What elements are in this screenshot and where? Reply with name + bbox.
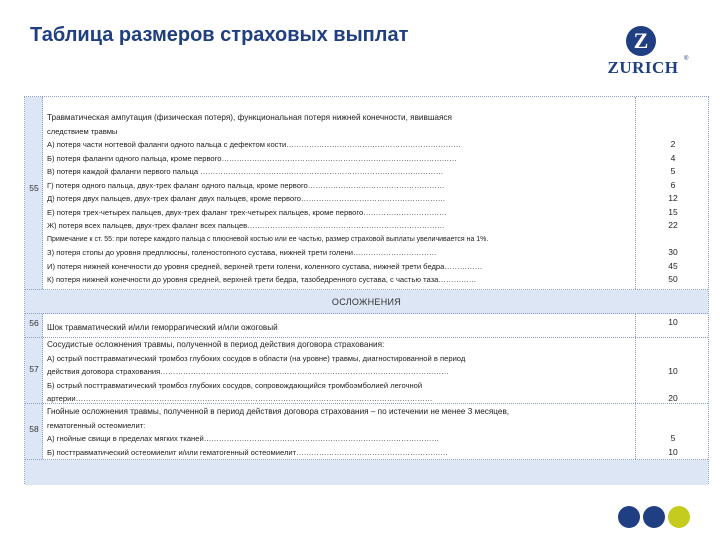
row-57-text: [47, 338, 632, 406]
brand-dots: [618, 506, 694, 530]
row-line: Б) потеря фаланги одного пальца, кроме первого…………………………………………………………………………………: [47, 153, 457, 163]
row-value: [637, 405, 709, 419]
row-line: И) потеря нижней конечности до уровня средней, верхней трети голени, коленного сустава, нижней трети бедра……………: [47, 261, 483, 271]
row-value: 4: [670, 152, 676, 163]
row-value: [637, 352, 709, 366]
row-value: 5: [670, 166, 676, 176]
row-line: Травматическая ампутация (физическая потеря), функциональная потеря нижней конечности, явившаяся: [47, 113, 452, 122]
row-line: следствием травмы: [47, 126, 118, 136]
row-58-text: [47, 405, 632, 459]
row-value: 2: [670, 139, 676, 149]
row-value: [637, 419, 709, 433]
row-line: А) гнойные свищи в пределах мягких тканей…………………………………………………………………………………: [47, 434, 440, 443]
zurich-mark-icon: Z: [626, 26, 656, 56]
row-value: 10: [668, 366, 678, 376]
row-value: 30: [668, 247, 678, 257]
row-line: артерии……………………………………………………………………………………………………………………………: [47, 394, 433, 403]
row-56-text: [47, 321, 632, 335]
row-line: Е) потеря трех-четырех пальцев, двух-трех фаланг трех-четырех пальцев, кроме первого……………………………: [47, 207, 447, 217]
row-line: Сосудистые осложнения травмы, полученной в период действия договора страхования:: [47, 340, 385, 349]
row-line: Б) острый посттравматический тромбоз глубоких сосудов, сопровождающийся тромбоэмболией легочной: [47, 380, 423, 390]
row-number: 58: [29, 424, 39, 434]
row-line: З) потеря стопы до уровня предплюсны, голеностопного сустава, нижней трети голени……………………………: [47, 248, 437, 257]
row-57-values: [637, 338, 709, 406]
row-number: 57: [29, 364, 39, 374]
row-line: В) потеря каждой фаланги первого пальца ……………………………………………………………………………………: [47, 167, 444, 176]
row-line: К) потеря нижней конечности до уровня средней, верхней трети бедра, тазобедренного сустава, с частью таза……………: [47, 275, 477, 284]
row-value: 12: [668, 193, 678, 203]
row-58: [25, 404, 708, 460]
row-line: Гнойные осложнения травмы, полученной в период действия договора страхования – по истечении не менее 3 месяцев,: [47, 407, 510, 416]
row-number: 55: [29, 183, 39, 193]
row-value: 10: [668, 317, 678, 327]
row-55: [25, 97, 708, 290]
row-line: А) потеря части ногтевой фаланги одного пальца с дефектом кости……………………………………………………………: [47, 140, 461, 149]
row-value: 50: [668, 274, 678, 284]
row-value: 45: [668, 260, 678, 271]
registered-mark: ®: [684, 56, 689, 62]
row-55-text: [47, 111, 632, 287]
zurich-logo: [600, 26, 692, 82]
page-title: Таблица размеров страховых выплат: [30, 24, 409, 46]
row-55-values: [637, 111, 709, 287]
empty-footer-row: [25, 460, 708, 485]
zurich-wordmark: ZURICH: [607, 58, 679, 77]
row-value: [637, 111, 709, 125]
row-line: гематогенный остеомиелит:: [47, 420, 146, 430]
payout-table: [24, 96, 709, 484]
row-57: [25, 338, 708, 404]
row-number: 56: [29, 318, 39, 328]
row-line: Г) потеря одного пальца, двух-трех фаланг одного пальца, кроме первого………………………………………………: [47, 180, 445, 190]
row-56-values: [637, 316, 709, 330]
row-line: действия договора страхования……………………………………………………………………………………………………: [47, 367, 449, 376]
green-dot-icon: [668, 506, 690, 528]
row-value: 10: [668, 446, 678, 457]
row-line: Ж) потеря всех пальцев, двух-трех фаланг всех пальцев……………………………………………………………………: [47, 221, 445, 230]
blue-dot-icon: [618, 506, 640, 528]
row-line: Д) потеря двух пальцев, двух-трех фаланг двух пальцев, кроме первого…………………………………………………: [47, 194, 446, 203]
row-value: [637, 338, 709, 352]
section-band-complications: ОСЛОЖНЕНИЯ: [25, 290, 708, 314]
blue-dot-icon: [643, 506, 665, 528]
row-value: 5: [670, 433, 676, 443]
row-line: Примечание к ст. 55: при потере каждого пальца с плюсневой костью или ее частью, размер страховой выплаты увеличивается на 1%.: [47, 235, 489, 243]
row-value: 15: [668, 206, 678, 217]
row-value: 22: [668, 220, 678, 230]
row-line: А) острый посттравматический тромбоз глубоких сосудов в области (на уровне) травмы, диагностированной в период: [47, 353, 466, 363]
row-value: 20: [668, 393, 678, 403]
row-56: [25, 314, 708, 338]
row-value: [637, 233, 709, 247]
row-line: Б) посттравматический остеомиелит и/или гематогенный остеомиелит……………………………………………………: [47, 447, 448, 457]
row-value: [637, 125, 709, 139]
row-line: Шок травматический и/или геморрагический и/или ожоговый: [47, 323, 278, 332]
row-58-values: [637, 405, 709, 459]
row-value: [637, 379, 709, 393]
row-value: 6: [670, 179, 676, 190]
